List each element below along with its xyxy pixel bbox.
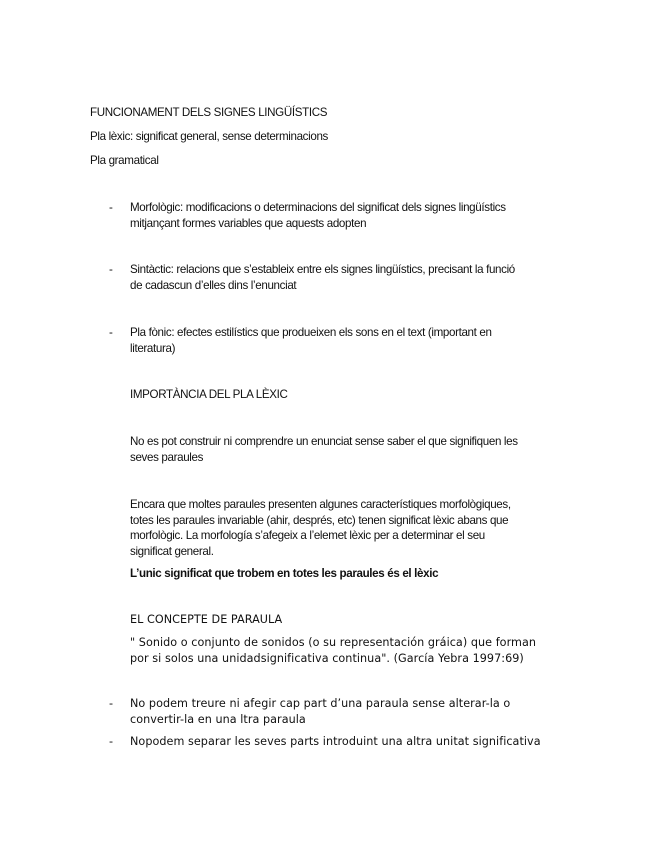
bullet-dash: -: [109, 326, 113, 339]
paragraph-line: totes les paraules invariable (ahir, després, etc) tenen significat lèxic abans que: [130, 513, 509, 527]
quote-paragraph: [130, 635, 536, 667]
importancia-heading: IMPORTÀNCIA DEL PLA LÈXIC: [130, 388, 288, 401]
paragraph-line: morfològic. La morfología s’afegeix a l’elemet lèxic per a determinar el seu: [130, 529, 485, 542]
bullet-line: mitjançant formes variables que aquests adopten: [130, 216, 367, 230]
importancia-paragraph-2: [130, 497, 511, 559]
importancia-paragraph-1: [130, 434, 518, 465]
quote-line: " Sonido o conjunto de sonidos (o su representación gráica) que forman: [130, 636, 537, 649]
bullet-line: Pla fònic: efectes estilístics que produeixen els sons en el text (important en: [130, 326, 492, 339]
pla-lexic-line: Pla lèxic: significat general, sense determinacions: [90, 130, 328, 143]
bullet-line: convertir-la en una ltra paraula: [130, 713, 306, 726]
bullet-line: de cadascun d’elles dins l’enunciat: [130, 278, 297, 292]
pla-gramatical-line: Pla gramatical: [90, 154, 159, 167]
bullet-pla-fonic: [130, 325, 492, 356]
bullet-dash: -: [109, 697, 114, 710]
concepte-heading: EL CONCEPTE DE PARAULA: [130, 613, 283, 626]
paragraph-line: significat general.: [130, 544, 214, 558]
paragraph-line: Encara que moltes paraules presenten algunes característiques morfològiques,: [130, 498, 511, 511]
bullet-line: Morfològic: modificacions o determinacions del significat dels signes lingüístics: [130, 201, 506, 214]
bullet-no-separar: [130, 734, 541, 750]
bullet-line: Nopodem separar les seves parts introduint una altra unitat significativa: [130, 735, 541, 748]
paragraph-line: No es pot construir ni comprendre un enunciat sense saber el que signifiquen les: [130, 435, 518, 448]
bullet-no-treure: [130, 696, 510, 728]
bullet-line: Sintàctic: relacions que s’estableix entre els signes lingüístics, precisant la funció: [130, 263, 515, 276]
paragraph-line: seves paraules: [130, 450, 204, 464]
bullet-dash: -: [109, 735, 114, 748]
document-title: FUNCIONAMENT DELS SIGNES LINGÜÍSTICS: [90, 106, 328, 119]
bullet-dash: -: [109, 201, 113, 214]
bullet-line: literatura): [130, 341, 176, 355]
bullet-sintactic: [130, 262, 515, 293]
bullet-line: No podem treure ni afegir cap part d’una paraula sense alterar-la o: [130, 697, 511, 710]
bullet-dash: -: [109, 263, 113, 276]
importancia-bold-statement: L’unic significat que trobem en totes les paraules és el lèxic: [130, 567, 439, 580]
quote-line: por si solos una unidadsignificativa continua". (García Yebra 1997:69): [130, 652, 524, 665]
bullet-morfologic: [130, 200, 506, 231]
